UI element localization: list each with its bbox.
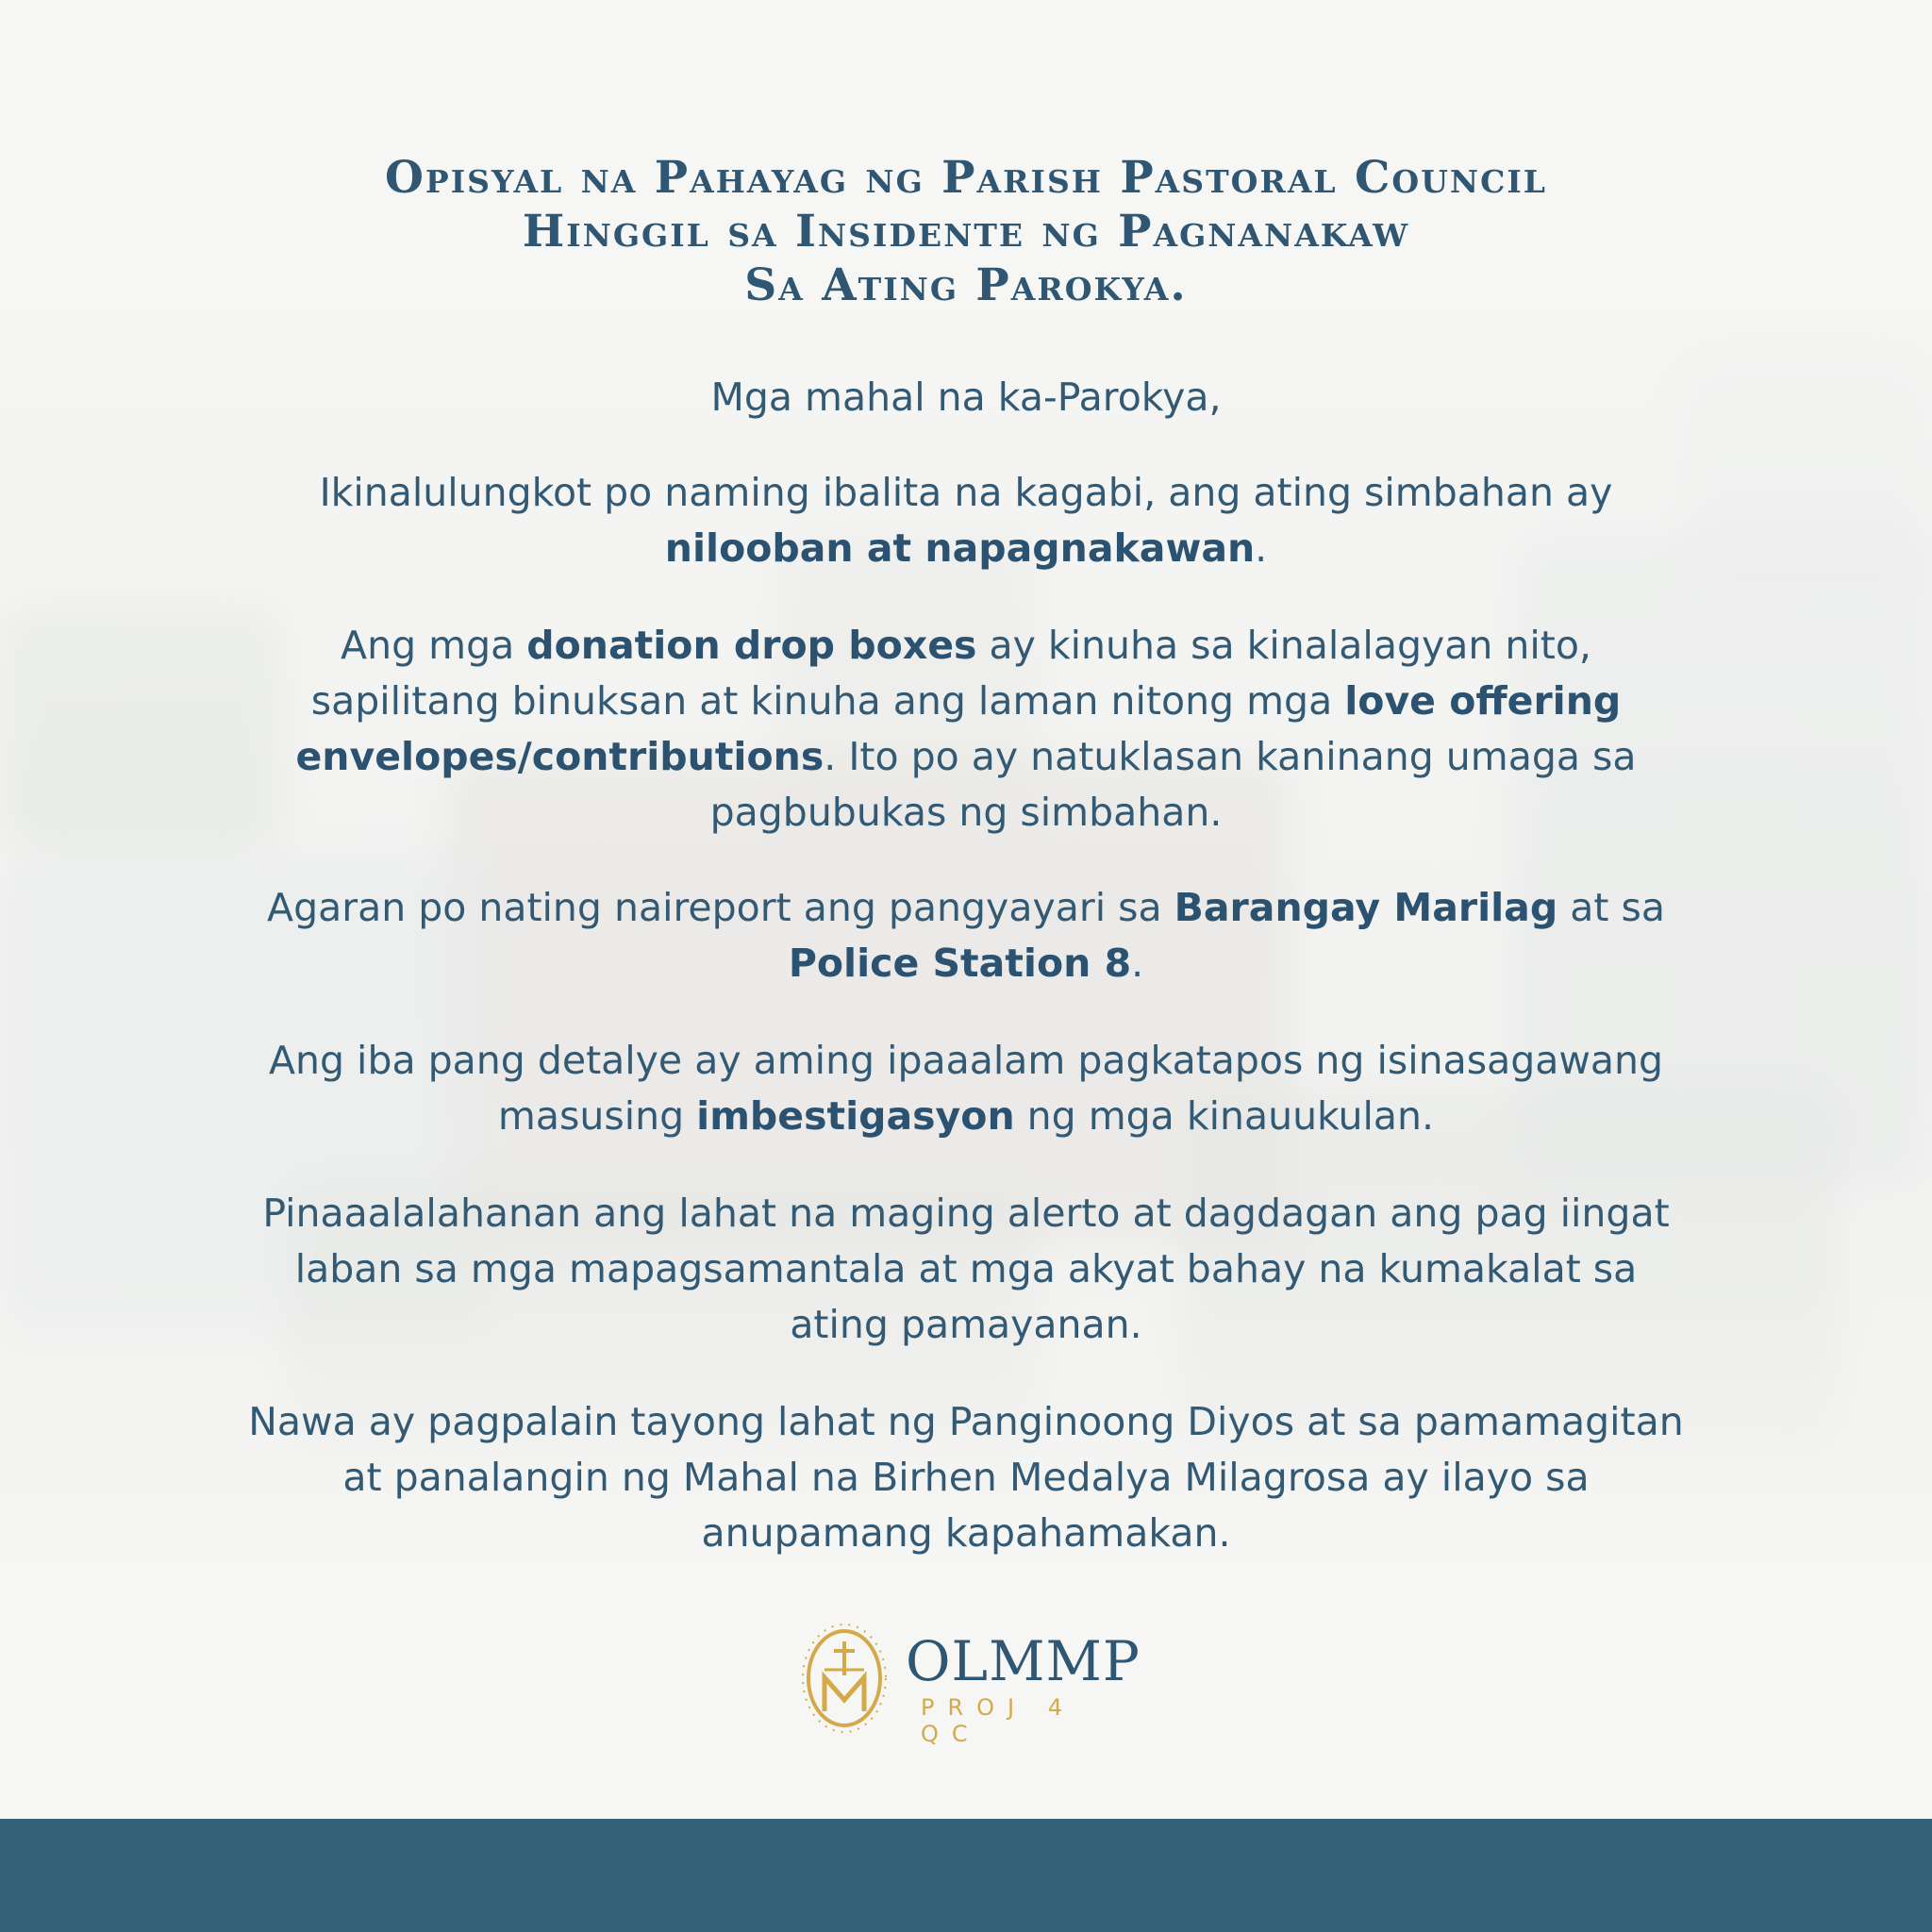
paragraph-3 — [211, 880, 1721, 991]
title-line: Opisyal na Pahayag ng Parish Pastoral Council — [384, 152, 1548, 204]
paragraph-text: . — [1131, 941, 1144, 986]
paragraph-text: ay kinuha sa kinalalagyan nito, sapilitang binuksan at kinuha ang laman nitong mga — [310, 623, 1591, 724]
logo-subtitle: PROJ 4 QC — [921, 1694, 1076, 1747]
miraculous-medal-icon — [800, 1621, 889, 1736]
emphasis-text: nilooban at napagnakawan — [664, 525, 1256, 571]
paragraph-text: at sa — [1557, 885, 1665, 930]
emphasis-text: imbestigasyon — [696, 1093, 1015, 1139]
paragraph-text: Ikinalulungkot po naming ibalita na kagabi, ang ating simbahan ay — [319, 470, 1613, 515]
salutation: Mga mahal na ka-Parokya, — [710, 375, 1222, 420]
paragraph-text: . — [1255, 525, 1268, 571]
logo-name: OLMMP — [906, 1629, 1141, 1693]
footer-band — [0, 1819, 1932, 1932]
page-title — [164, 151, 1768, 312]
paragraph-4 — [230, 1033, 1702, 1144]
paragraph-1 — [211, 465, 1721, 576]
paragraph-2 — [249, 618, 1683, 841]
emphasis-text: Police Station 8 — [788, 941, 1132, 986]
title-line: Hinggil sa Insidente ng Pagnanakaw — [522, 206, 1410, 258]
parish-logo — [800, 1621, 1141, 1747]
paragraph-6: Nawa ay pagpalain tayong lahat ng Panginoong Diyos at sa pamamagitan at panalangin ng Mahal na Birhen Medalya Milagrosa ay ilayo sa anupamang kapahamakan. — [248, 1399, 1684, 1556]
paragraph-text: Agaran po nating naireport ang pangyayari sa — [267, 885, 1174, 930]
paragraph-text: Ang mga — [341, 623, 527, 668]
paragraph-text: . Ito po ay natuklasan kaninang umaga sa pagbubukas ng simbahan. — [709, 734, 1637, 835]
paragraph-text: ng mga kinauukulan. — [1014, 1093, 1435, 1139]
emphasis-text: love offering envelopes/contributions — [295, 678, 1622, 779]
title-line: Sa Ating Parokya. — [744, 259, 1188, 311]
emphasis-text: donation drop boxes — [526, 623, 977, 668]
emphasis-text: Barangay Marilag — [1174, 885, 1558, 930]
paragraph-5: Pinaaalalahanan ang lahat na maging alerto at dagdagan ang pag iingat laban sa mga mapagsamantala at mga akyat bahay na kumakalat sa ating pamayanan. — [262, 1191, 1670, 1347]
paragraph-text: Ang iba pang detalye ay aming ipaaalam pagkatapos ng isinasagawang masusing — [268, 1038, 1664, 1139]
